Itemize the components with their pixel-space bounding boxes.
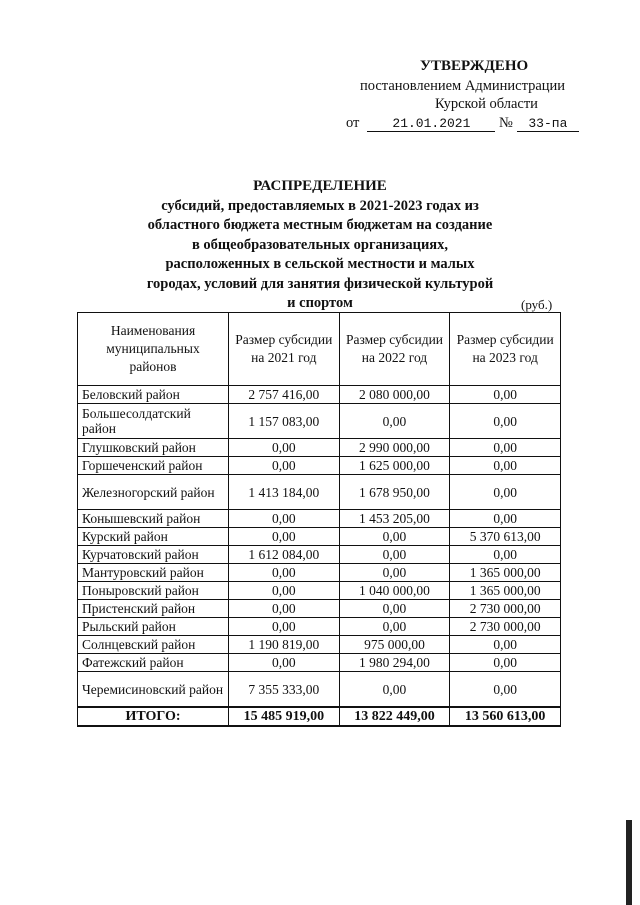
- table-row: [78, 475, 561, 510]
- title-line: и спортом: [287, 295, 353, 311]
- subsidy-2021: 7 355 333,00: [229, 672, 340, 708]
- approval-date: 21.01.2021: [367, 116, 495, 132]
- header-2023: Размер субсидии на 2023 год: [450, 313, 561, 386]
- table-row: [78, 654, 561, 672]
- subsidy-table: [77, 312, 561, 727]
- approval-date-number: [346, 115, 579, 132]
- scan-edge-mark: [626, 820, 632, 905]
- subsidy-2022: 1 453 205,00: [339, 510, 450, 528]
- table-row: [78, 510, 561, 528]
- date-prefix: от: [346, 115, 360, 131]
- subsidy-2023: 1 365 000,00: [450, 582, 561, 600]
- subsidy-2022: 2 990 000,00: [339, 439, 450, 457]
- subsidy-2023: 1 365 000,00: [450, 564, 561, 582]
- district-name: Курчатовский район: [78, 546, 229, 564]
- subsidy-2023: 0,00: [450, 386, 561, 404]
- header-2021: Размер субсидии на 2021 год: [229, 313, 340, 386]
- subsidy-2022: 0,00: [339, 404, 450, 439]
- title-line: расположенных в сельской местности и малых: [165, 256, 475, 272]
- table-row: [78, 672, 561, 708]
- subsidy-2023: 5 370 613,00: [450, 528, 561, 546]
- district-name: Большесолдатский район: [78, 404, 229, 439]
- subsidy-2021: 0,00: [229, 654, 340, 672]
- subsidy-2023: 0,00: [450, 654, 561, 672]
- subsidy-2022: 0,00: [339, 600, 450, 618]
- number-prefix: №: [499, 115, 513, 131]
- subsidy-2021: 1 413 184,00: [229, 475, 340, 510]
- district-name: Черемисиновский район: [78, 672, 229, 708]
- subsidy-2022: 1 040 000,00: [339, 582, 450, 600]
- subsidy-2022: 0,00: [339, 546, 450, 564]
- subsidy-2022: 0,00: [339, 564, 450, 582]
- subsidy-2022: 0,00: [339, 528, 450, 546]
- title-line: в общеобразовательных организациях,: [191, 236, 449, 253]
- subsidy-2021: 2 757 416,00: [229, 386, 340, 404]
- district-name: Фатежский район: [78, 654, 229, 672]
- subsidy-2022: 0,00: [339, 672, 450, 708]
- district-name: Железногорский район: [78, 475, 229, 510]
- table-row: [78, 600, 561, 618]
- table-row: [78, 439, 561, 457]
- table-row: [78, 404, 561, 439]
- subsidy-2023: 0,00: [450, 457, 561, 475]
- subsidy-2022: 2 080 000,00: [339, 386, 450, 404]
- subsidy-2023: 0,00: [450, 510, 561, 528]
- subsidy-2021: 0,00: [229, 439, 340, 457]
- subsidy-2023: 0,00: [450, 439, 561, 457]
- subsidy-2023: 2 730 000,00: [450, 618, 561, 636]
- subsidy-2021: 0,00: [229, 582, 340, 600]
- subsidy-2021: 0,00: [229, 457, 340, 475]
- document-title: [120, 177, 520, 314]
- total-row: [78, 707, 561, 726]
- table-row: [78, 457, 561, 475]
- title-main: РАСПРЕДЕЛЕНИЕ: [253, 178, 387, 194]
- subsidy-2022: 0,00: [339, 618, 450, 636]
- district-name: Солнцевский район: [78, 636, 229, 654]
- district-name: Конышевский район: [78, 510, 229, 528]
- subsidy-2021: 1 190 819,00: [229, 636, 340, 654]
- district-name: Рыльский район: [78, 618, 229, 636]
- subsidy-2023: 0,00: [450, 404, 561, 439]
- subsidy-2023: 0,00: [450, 546, 561, 564]
- subsidy-2023: 0,00: [450, 636, 561, 654]
- approved-region: Курской области: [435, 96, 538, 112]
- district-name: Горшеченский район: [78, 457, 229, 475]
- approved-by: постановлением Администрации: [360, 78, 566, 94]
- table-row: [78, 564, 561, 582]
- subsidy-2021: 0,00: [229, 510, 340, 528]
- subsidy-2021: 1 612 084,00: [229, 546, 340, 564]
- total-2021: 15 485 919,00: [229, 707, 340, 726]
- district-name: Мантуровский район: [78, 564, 229, 582]
- subsidy-2023: 0,00: [450, 672, 561, 708]
- total-2023: 13 560 613,00: [450, 707, 561, 726]
- header-2022: Размер субсидии на 2022 год: [339, 313, 450, 386]
- table-row: [78, 386, 561, 404]
- table-row: [78, 582, 561, 600]
- subsidy-2022: 1 678 950,00: [339, 475, 450, 510]
- table-row: [78, 546, 561, 564]
- subsidy-2021: 0,00: [229, 528, 340, 546]
- total-label: ИТОГО:: [78, 707, 229, 726]
- header-district: Наименования муниципальных районов: [78, 313, 229, 386]
- subsidy-2021: 1 157 083,00: [229, 404, 340, 439]
- approval-number: 33-па: [517, 116, 579, 132]
- district-name: Поныровский район: [78, 582, 229, 600]
- subsidy-2021: 0,00: [229, 600, 340, 618]
- subsidy-2022: 1 980 294,00: [339, 654, 450, 672]
- title-line: субсидий, предоставляемых в 2021-2023 годах из: [161, 197, 479, 214]
- district-name: Пристенский район: [78, 600, 229, 618]
- title-line: городах, условий для занятия физической культурой: [146, 275, 494, 292]
- subsidy-2023: 2 730 000,00: [450, 600, 561, 618]
- table-header-row: [78, 313, 561, 386]
- table-row: [78, 528, 561, 546]
- subsidy-2021: 0,00: [229, 564, 340, 582]
- total-2022: 13 822 449,00: [339, 707, 450, 726]
- approved-heading: УТВЕРЖДЕНО: [420, 58, 529, 74]
- district-name: Беловский район: [78, 386, 229, 404]
- subsidy-2022: 975 000,00: [339, 636, 450, 654]
- subsidy-2023: 0,00: [450, 475, 561, 510]
- district-name: Курский район: [78, 528, 229, 546]
- currency-unit: (руб.): [521, 297, 553, 312]
- title-line: областного бюджета местным бюджетам на создание: [147, 217, 493, 233]
- subsidy-2022: 1 625 000,00: [339, 457, 450, 475]
- district-name: Глушковский район: [78, 439, 229, 457]
- table-row: [78, 618, 561, 636]
- subsidy-2021: 0,00: [229, 618, 340, 636]
- table-row: [78, 636, 561, 654]
